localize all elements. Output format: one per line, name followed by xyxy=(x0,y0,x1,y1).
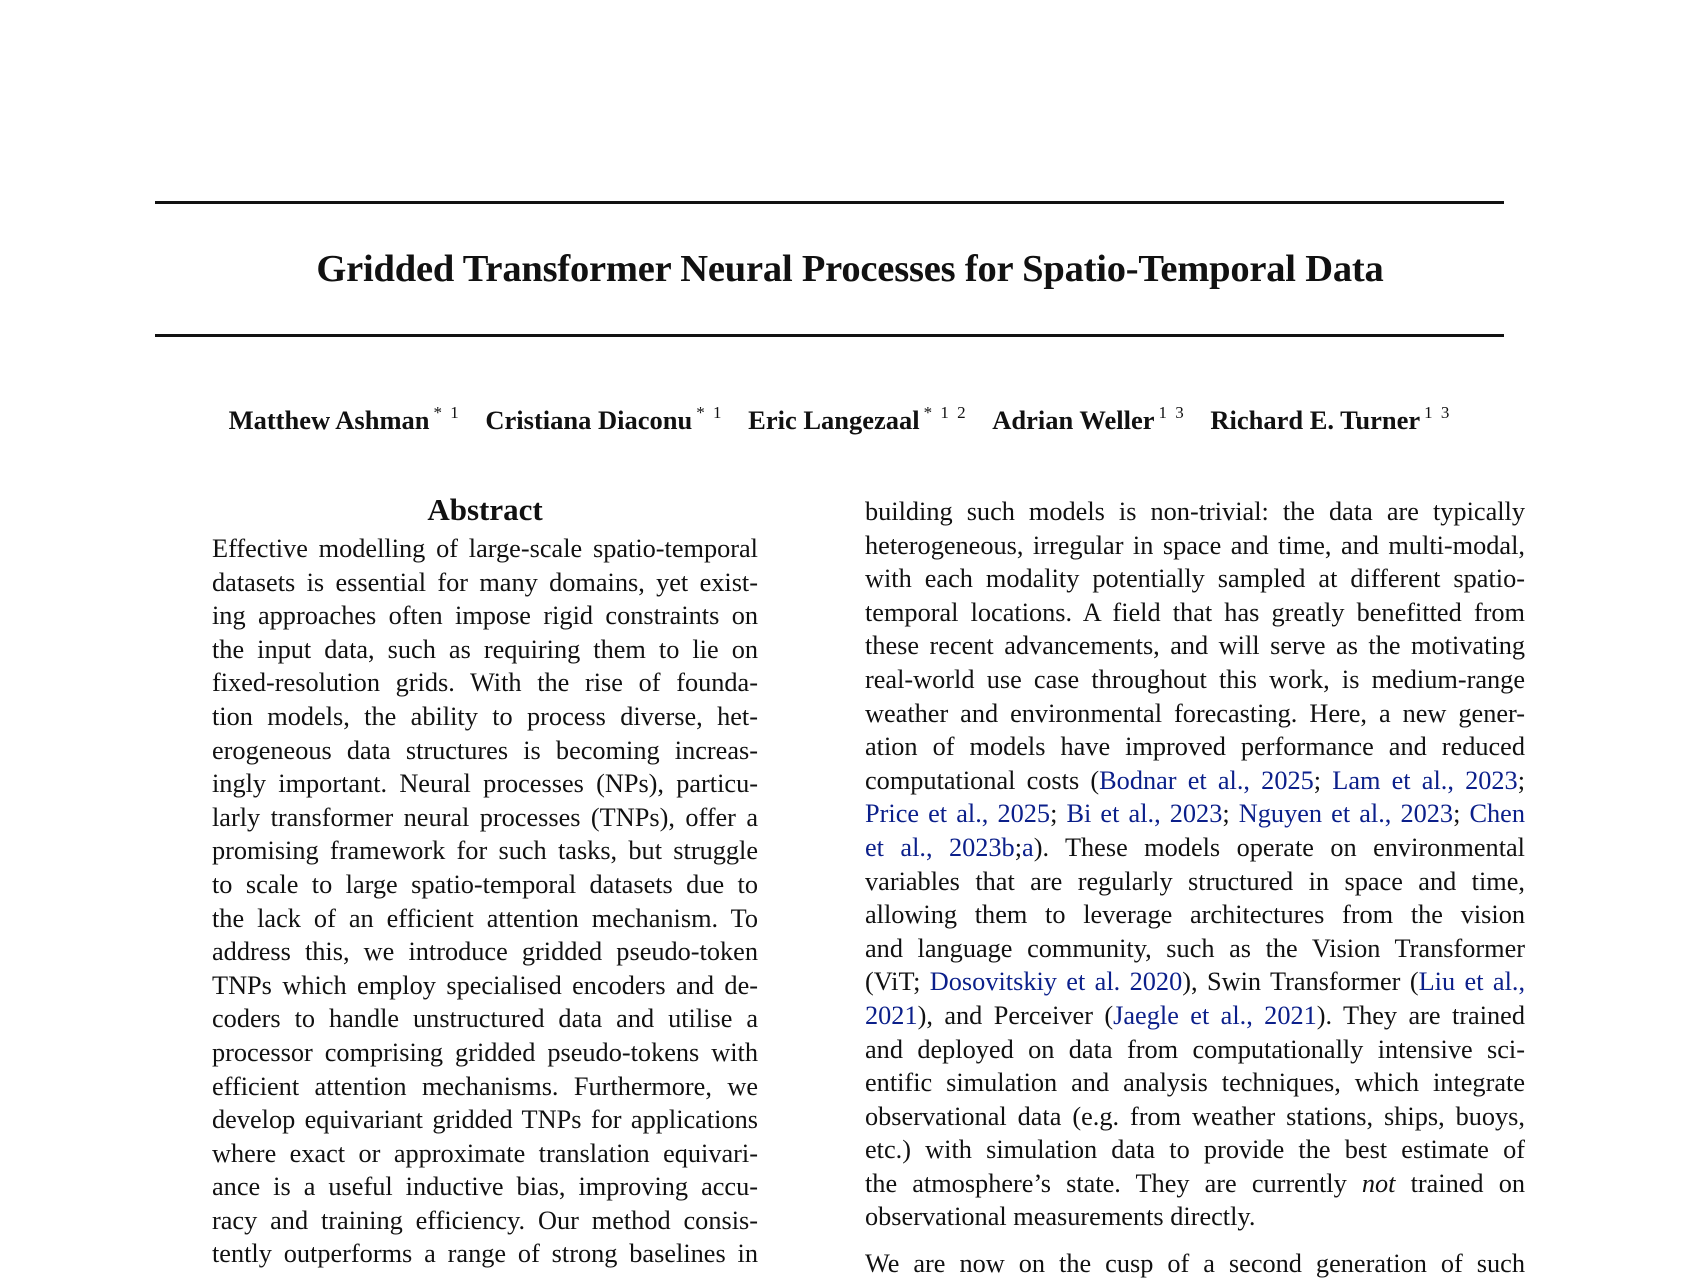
author-affiliation: * 1 2 xyxy=(923,403,968,422)
citation-link[interactable]: Jaegle et al., 2021 xyxy=(1113,1000,1317,1030)
abstract-line: promising framework for such tasks, but struggle xyxy=(212,836,758,866)
body-line: entific simulation and analysis techniques, which integrate xyxy=(865,1068,1525,1098)
abstract-body xyxy=(212,532,758,1271)
paper-title: Gridded Transformer Neural Processes for Spatio-Temporal Data xyxy=(316,248,1384,290)
abstract-line: processor comprising gridded pseudo-tokens with xyxy=(212,1037,758,1067)
abstract-line: coders to handle unstructured data and utilise a xyxy=(212,1004,758,1034)
body-line: building such models is non-trivial: the data are typically xyxy=(865,497,1525,526)
abstract-column xyxy=(212,490,758,1271)
author-affiliation: 1 3 xyxy=(1424,403,1452,422)
body-text: the atmosphere’s state. They are currently xyxy=(865,1168,1362,1198)
paragraph-gap xyxy=(865,1234,1525,1247)
abstract-line: the lack of an efficient attention mechanism. To xyxy=(212,903,758,933)
abstract-line: ingly important. Neural processes (NPs), particu- xyxy=(212,769,758,799)
citation-link[interactable]: Dosovitskiy et al. 2020 xyxy=(929,967,1183,997)
body-text: ; xyxy=(1453,799,1470,829)
author-name: Adrian Weller xyxy=(992,405,1155,435)
title-rule-top xyxy=(155,201,1504,204)
title-rule-bottom xyxy=(155,334,1504,337)
abstract-line: efficient attention mechanisms. Furthermore, we xyxy=(212,1071,758,1101)
body-line: heterogeneous, irregular in space and time, and multi-modal, xyxy=(865,530,1525,560)
author-affiliation: * 1 xyxy=(696,403,724,422)
body-text: ). These models operate on environmental xyxy=(1033,832,1525,862)
body-text: ; xyxy=(1050,799,1067,829)
body-text: (ViT; xyxy=(865,967,930,997)
abstract-line: tion models, the ability to process diverse, het- xyxy=(212,701,758,731)
abstract-line: Effective modelling of large-scale spatio-temporal xyxy=(212,534,758,563)
body-line xyxy=(865,797,1525,831)
author-affiliation: * 1 xyxy=(433,403,461,422)
author-name: Matthew Ashman xyxy=(228,405,430,435)
author-name: Cristiana Diaconu xyxy=(485,405,693,435)
citation-link[interactable]: et al., 2023b xyxy=(865,832,1015,862)
author xyxy=(748,396,968,437)
author xyxy=(1210,396,1451,437)
body-line xyxy=(865,965,1525,999)
abstract-line: datasets is essential for many domains, yet exist- xyxy=(212,567,758,597)
body-line: weather and environmental forecasting. Here, a new gener- xyxy=(865,698,1525,728)
abstract-line: ing approaches often impose rigid constraints on xyxy=(212,601,758,631)
body-line: these recent advancements, and will serve as the motivating xyxy=(865,631,1525,661)
citation-link[interactable]: Bodnar et al., 2025 xyxy=(1099,765,1314,795)
body-text: ), and Perceiver ( xyxy=(917,1000,1114,1030)
body-line: observational data (e.g. from weather stations, ships, buoys, xyxy=(865,1101,1525,1131)
author-name: Eric Langezaal xyxy=(748,405,920,435)
author xyxy=(992,396,1185,437)
author xyxy=(485,396,723,437)
body-text: ), Swin Transformer ( xyxy=(1182,967,1419,997)
body-line: with each modality potentially sampled at different spatio- xyxy=(865,564,1525,594)
author xyxy=(229,396,461,437)
citation-link[interactable]: Lam et al., 2023 xyxy=(1332,765,1518,795)
body-line xyxy=(865,1167,1525,1201)
body-line xyxy=(865,831,1525,865)
author-affiliation: 1 3 xyxy=(1158,403,1186,422)
citation-link[interactable]: Nguyen et al., 2023 xyxy=(1238,799,1454,829)
body-line: We are now on the cusp of a second generation of such xyxy=(865,1249,1525,1279)
body-line: ation of models have improved performance and reduced xyxy=(865,732,1525,762)
body-line xyxy=(865,764,1525,798)
abstract-heading: Abstract xyxy=(427,492,543,527)
abstract-line: where exact or approximate translation equivari- xyxy=(212,1138,758,1168)
citation-link[interactable]: Liu et al., xyxy=(1418,967,1526,997)
abstract-line: to scale to large spatio-temporal datasets due to xyxy=(212,869,758,899)
body-line: and language community, such as the Vision Transformer xyxy=(865,933,1525,963)
body-paragraph xyxy=(865,495,1525,1234)
body-line: and deployed on data from computationally intensive sci- xyxy=(865,1034,1525,1064)
body-line: real-world use case throughout this work, is medium-range xyxy=(865,664,1525,694)
body-text: trained on xyxy=(1395,1168,1525,1198)
body-text: ; xyxy=(1014,832,1023,862)
abstract-line: address this, we introduce gridded pseudo-token xyxy=(212,937,758,967)
author-list xyxy=(0,396,1680,437)
body-line: temporal locations. A field that has greatly benefitted from xyxy=(865,597,1525,627)
citation-link[interactable]: Price et al., 2025 xyxy=(865,799,1051,829)
abstract-line: fixed-resolution grids. With the rise of founda- xyxy=(212,668,758,698)
citation-link[interactable]: a xyxy=(1022,832,1034,862)
body-line: etc.) with simulation data to provide the best estimate of xyxy=(865,1135,1525,1165)
abstract-line: the input data, such as requiring them to lie on xyxy=(212,634,758,664)
author-name: Richard E. Turner xyxy=(1210,405,1421,435)
abstract-line: TNPs which employ specialised encoders and de- xyxy=(212,970,758,1000)
body-line: variables that are regularly structured in space and time, xyxy=(865,866,1525,896)
citation-link[interactable]: Bi et al., 2023 xyxy=(1066,799,1223,829)
body-text: ; xyxy=(1222,799,1239,829)
emphasis-text: not xyxy=(1361,1168,1396,1198)
body-line: observational measurements directly. xyxy=(865,1202,1256,1232)
citation-link[interactable]: Chen xyxy=(1469,799,1525,829)
body-text: ; xyxy=(1517,765,1525,795)
abstract-line: larly transformer neural processes (TNPs), offer a xyxy=(212,802,758,832)
abstract-line: tently outperforms a range of strong baselines in xyxy=(212,1239,758,1269)
body-paragraph xyxy=(865,1247,1525,1281)
introduction-column xyxy=(865,495,1525,1281)
abstract-line: develop equivariant gridded TNPs for applications xyxy=(212,1105,758,1135)
body-line xyxy=(865,999,1525,1033)
citation-link[interactable]: 2021 xyxy=(865,1000,918,1030)
body-text: ; xyxy=(1313,765,1333,795)
abstract-line: erogeneous data structures is becoming increas- xyxy=(212,735,758,765)
body-text: computational costs ( xyxy=(865,765,1100,795)
abstract-line: racy and training efficiency. Our method consis- xyxy=(212,1205,758,1235)
body-text: ). They are trained xyxy=(1316,1000,1525,1030)
body-line: allowing them to leverage architectures from the vision xyxy=(865,900,1525,930)
abstract-line: ance is a useful inductive bias, improving accu- xyxy=(212,1172,758,1202)
